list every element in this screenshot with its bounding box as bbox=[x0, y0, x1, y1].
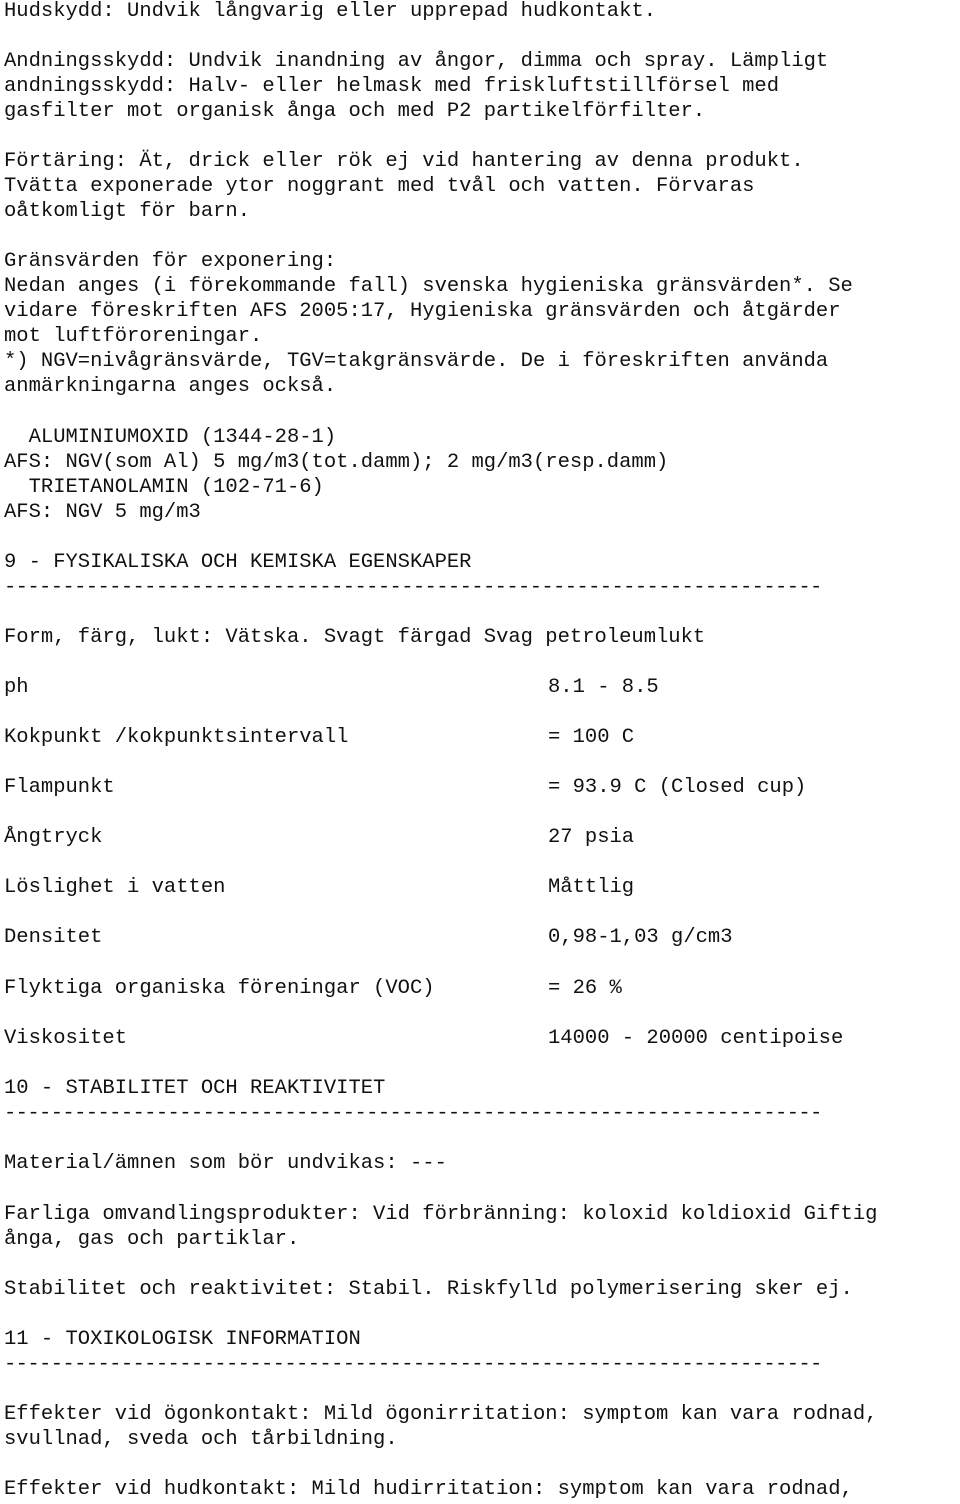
section-10-heading: 10 - STABILITET OCH REAKTIVITET bbox=[4, 1077, 386, 1100]
respiratory-protection-line-2: andningsskydd: Halv- eller helmask med friskluftstillförsel med bbox=[4, 75, 780, 98]
ingestion-line-2: Tvätta exponerade ytor noggrant med tvål och vatten. Förvaras bbox=[4, 175, 755, 198]
stability-reactivity: Stabilitet och reaktivitet: Stabil. Riskfylld polymerisering sker ej. bbox=[4, 1278, 853, 1301]
property-value: = 26 % bbox=[548, 977, 622, 1000]
respiratory-protection-line-1: Andningsskydd: Undvik inandning av ångor, dimma och spray. Lämpligt bbox=[4, 50, 829, 73]
section-9-heading: 9 - FYSIKALISKA OCH KEMISKA EGENSKAPER bbox=[4, 551, 472, 574]
exposure-limits-line-3: mot luftföroreningar. bbox=[4, 325, 263, 348]
property-value: 8.1 - 8.5 bbox=[548, 676, 659, 699]
section-11-heading: 11 - TOXIKOLOGISK INFORMATION bbox=[4, 1328, 361, 1351]
property-label: Viskositet bbox=[4, 1027, 128, 1050]
property-value: 27 psia bbox=[548, 826, 635, 849]
property-value: Måttlig bbox=[548, 876, 635, 899]
property-label: Ångtryck bbox=[4, 826, 103, 849]
property-value: 14000 - 20000 centipoise bbox=[548, 1027, 844, 1050]
eye-contact-line-2: svullnad, sveda och tårbildning. bbox=[4, 1428, 398, 1451]
form-color-odor: Form, färg, lukt: Vätska. Svagt färgad Svag petroleumlukt bbox=[4, 626, 706, 649]
section-separator: ---------------------------------------------------------------------- bbox=[4, 576, 822, 599]
hazardous-products-line-2: ånga, gas och partiklar. bbox=[4, 1228, 300, 1251]
hazardous-products-line-1: Farliga omvandlingsprodukter: Vid förbränning: koloxid koldioxid Giftig bbox=[4, 1203, 878, 1226]
ingestion-line-1: Förtäring: Ät, drick eller rök ej vid hantering av denna produkt. bbox=[4, 150, 804, 173]
property-label: Kokpunkt /kokpunktsintervall bbox=[4, 726, 349, 749]
substance-name: ALUMINIUMOXID (1344-28-1) bbox=[4, 426, 337, 449]
exposure-limits-heading: Gränsvärden för exponering: bbox=[4, 250, 337, 273]
section-separator: ---------------------------------------------------------------------- bbox=[4, 1102, 822, 1125]
skin-contact-line-1: Effekter vid hudkontakt: Mild hudirritation: symptom kan vara rodnad, bbox=[4, 1478, 853, 1501]
skin-protection-text: Hudskydd: Undvik långvarig eller upprepad hudkontakt. bbox=[4, 0, 657, 23]
property-label: Densitet bbox=[4, 926, 103, 949]
section-separator: ---------------------------------------------------------------------- bbox=[4, 1353, 822, 1376]
eye-contact-line-1: Effekter vid ögonkontakt: Mild ögonirritation: symptom kan vara rodnad, bbox=[4, 1403, 878, 1426]
property-value: 0,98-1,03 g/cm3 bbox=[548, 926, 733, 949]
property-label: ph bbox=[4, 676, 29, 699]
exposure-limits-line-1: Nedan anges (i förekommande fall) svenska hygieniska gränsvärden*. Se bbox=[4, 275, 853, 298]
ingestion-line-3: oåtkomligt för barn. bbox=[4, 200, 251, 223]
property-label: Flampunkt bbox=[4, 776, 115, 799]
property-value: = 100 C bbox=[548, 726, 635, 749]
respiratory-protection-line-3: gasfilter mot organisk ånga och med P2 partikelförfilter. bbox=[4, 100, 706, 123]
substance-name: TRIETANOLAMIN (102-71-6) bbox=[4, 476, 324, 499]
substance-limit: AFS: NGV(som Al) 5 mg/m3(tot.damm); 2 mg/m3(resp.damm) bbox=[4, 451, 669, 474]
materials-to-avoid: Material/ämnen som bör undvikas: --- bbox=[4, 1152, 447, 1175]
exposure-limits-footnote-cont: anmärkningarna anges också. bbox=[4, 375, 337, 398]
exposure-limits-line-2: vidare föreskriften AFS 2005:17, Hygieniska gränsvärden och åtgärder bbox=[4, 300, 841, 323]
substance-limit: AFS: NGV 5 mg/m3 bbox=[4, 501, 201, 524]
property-value: = 93.9 C (Closed cup) bbox=[548, 776, 807, 799]
property-label: Löslighet i vatten bbox=[4, 876, 226, 899]
property-label: Flyktiga organiska föreningar (VOC) bbox=[4, 977, 435, 1000]
exposure-limits-footnote: *) NGV=nivågränsvärde, TGV=takgränsvärde. De i föreskriften använda bbox=[4, 350, 829, 373]
